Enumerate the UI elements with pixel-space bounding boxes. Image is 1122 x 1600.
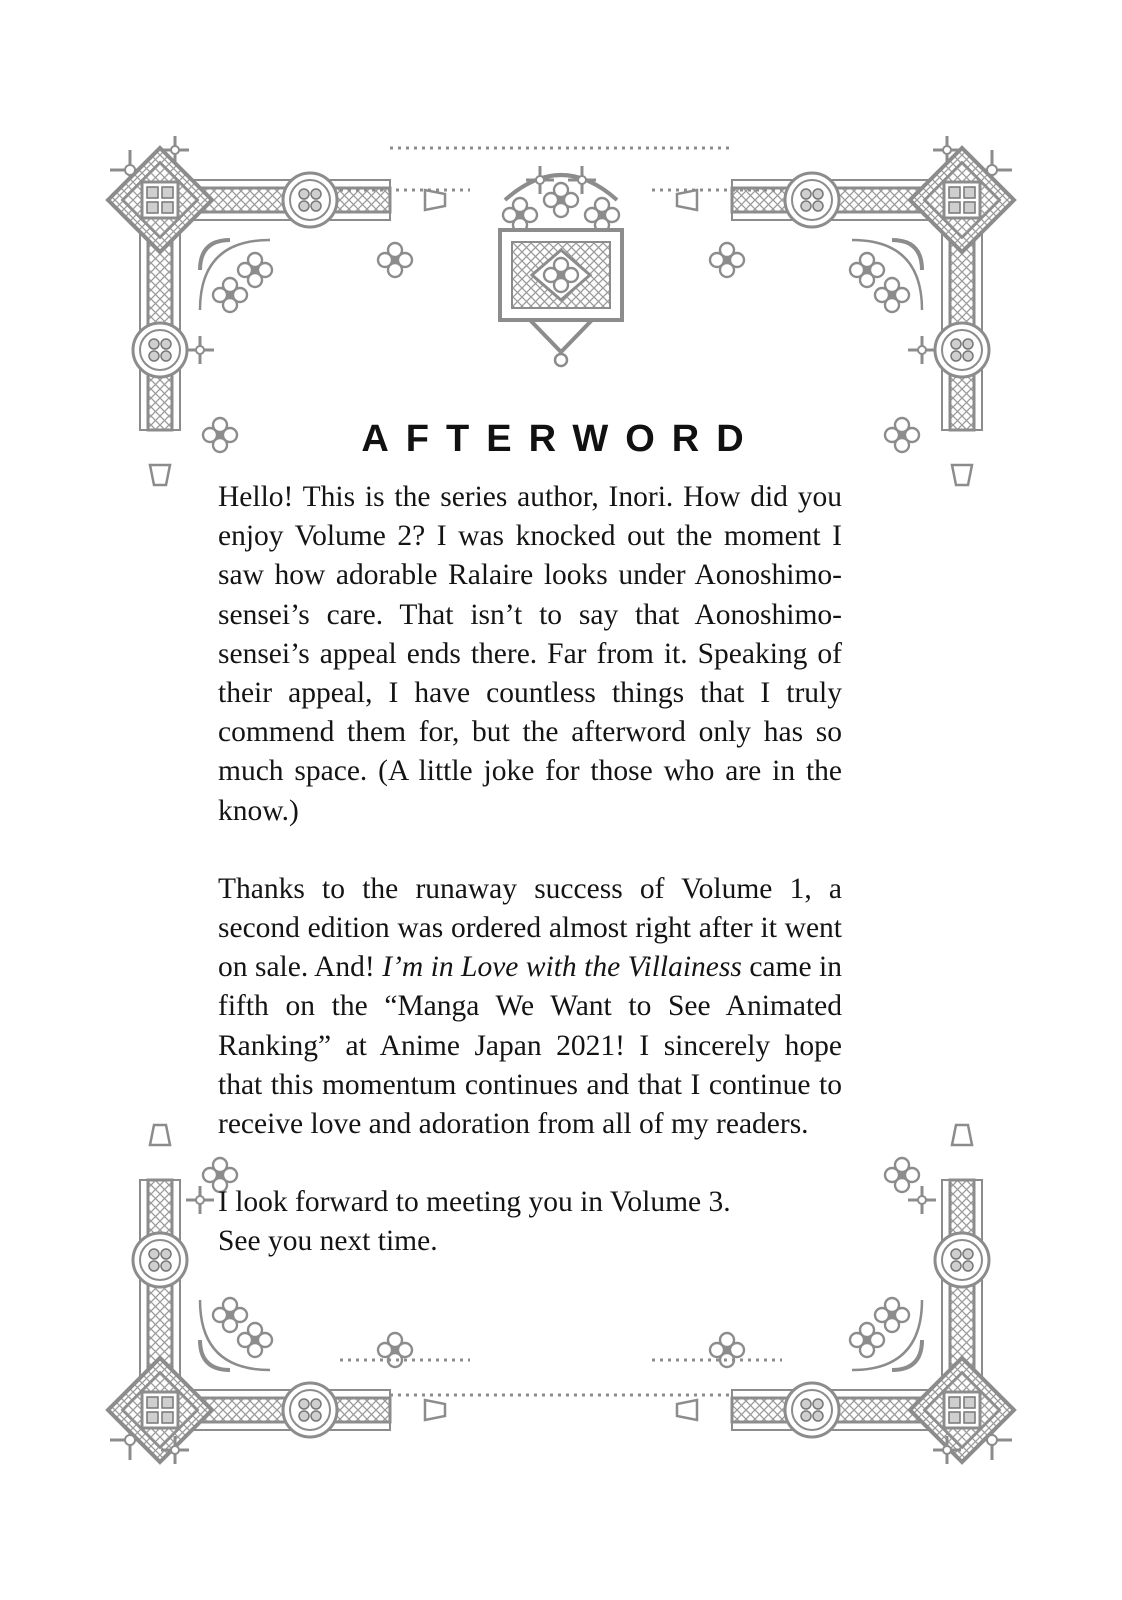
page-title: AFTERWORD <box>361 418 761 460</box>
paragraph-2-text-before: Thanks to the runaway success of Volume 1, a second edition was ordered almost right after it went on sale. And! <box>218 872 842 984</box>
paragraph-2 <box>218 870 842 1144</box>
book-title: I’m in Love with the Villainess <box>382 951 742 984</box>
afterword-body <box>218 478 842 1262</box>
paragraph-1: Hello! This is the series author, Inori. How did you enjoy Volume 2? I was knocked out the moment I saw how adorable Ralaire looks under Aonoshimo-sensei’s care. That isn’t to say that Aonoshimo-sensei’s appeal ends there. Far from it. Speaking of their appeal, I have countless things that I truly commend them for, but the afterword only has so much space. (A little joke for those who are in the know.) <box>218 481 842 827</box>
top-center-pendant <box>500 175 622 366</box>
paragraph-3 <box>218 1183 842 1261</box>
closing-line-1: I look forward to meeting you in Volume 3. <box>218 1186 731 1219</box>
paragraph-2-text-after: came in fifth on the “Manga We Want to See Animated Ranking” at Anime Japan 2021! I sincerely hope that this momentum continues and that I continue to receive love and adoration from all of my readers. <box>218 951 842 1141</box>
closing-line-2: See you next time. <box>218 1225 438 1258</box>
